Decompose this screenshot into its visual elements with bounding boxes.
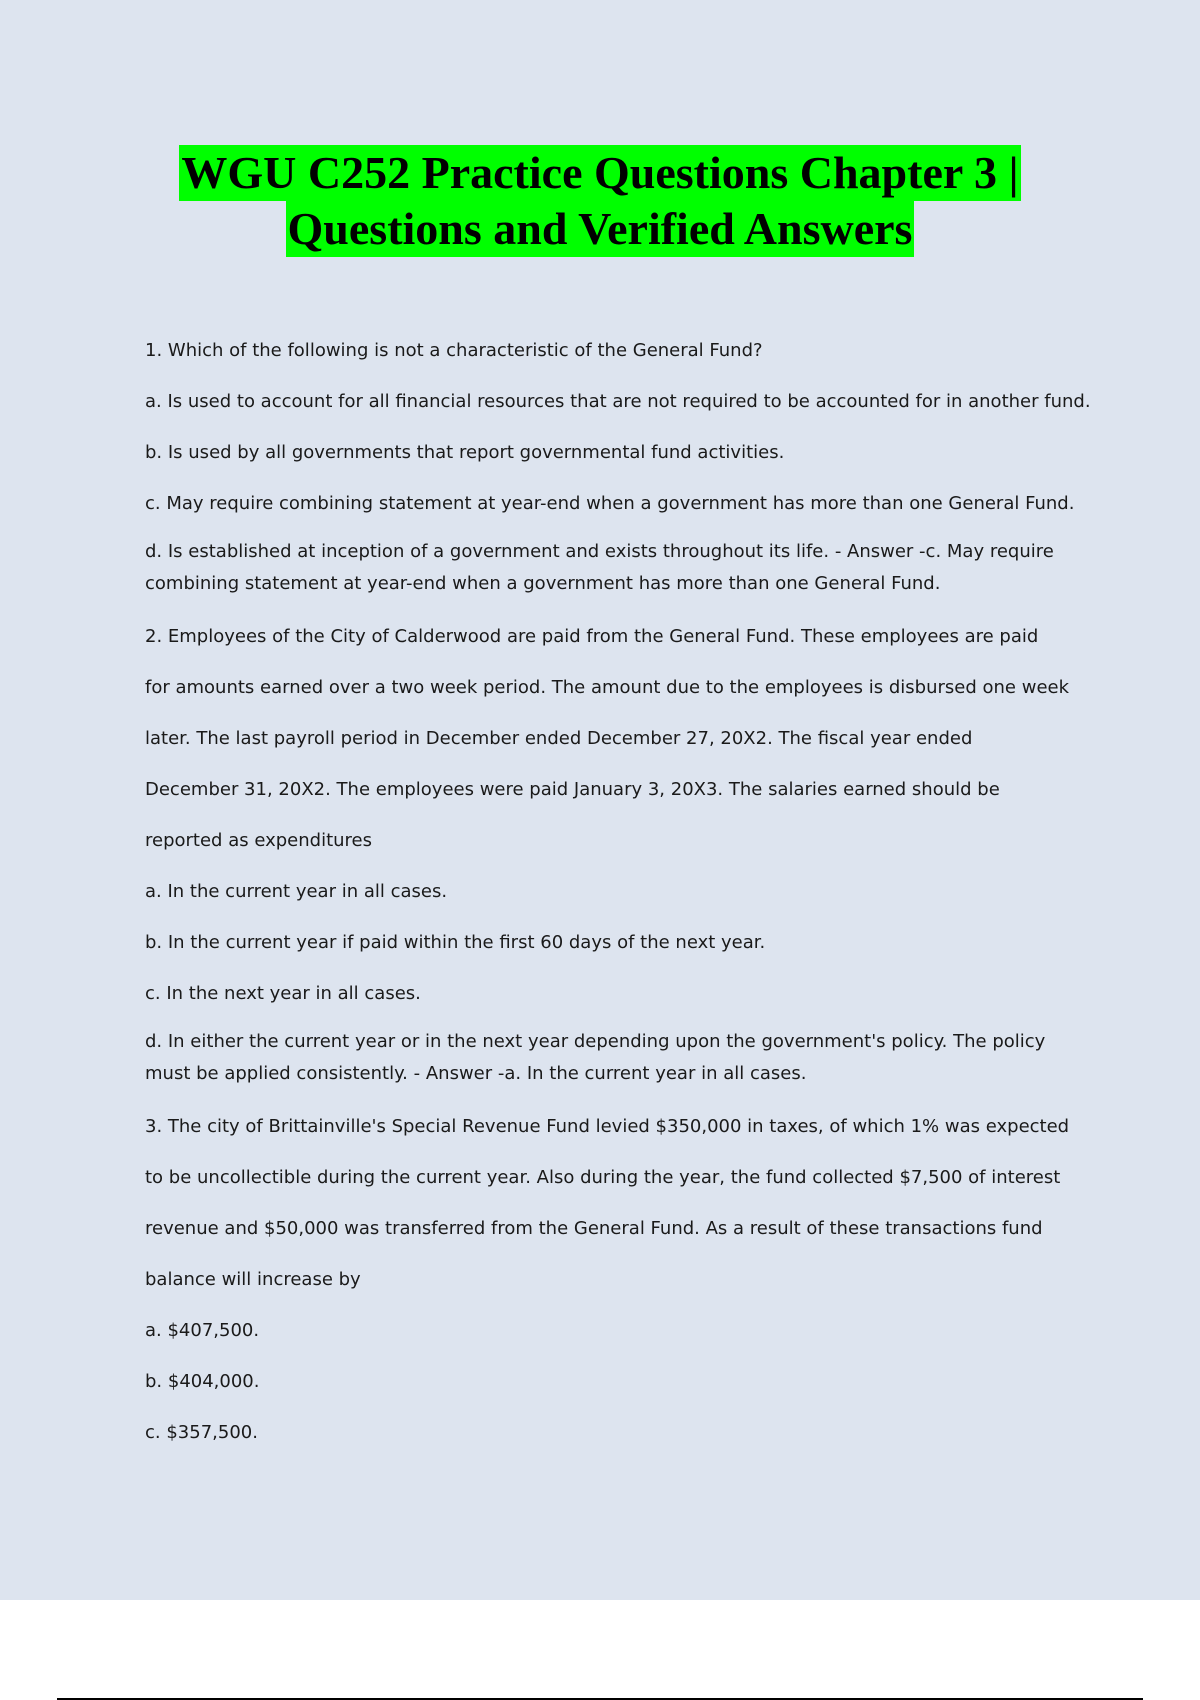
- question-2-line-4: December 31, 20X2. The employees were paid January 3, 20X3. The salaries earned should be: [145, 779, 1000, 800]
- question-2-option-b: b. In the current year if paid within the first 60 days of the next year.: [145, 932, 766, 953]
- title-line-2: Questions and Verified Answers: [286, 201, 915, 257]
- question-2-answer-continued: must be applied consistently. - Answer -a. In the current year in all cases.: [145, 1063, 807, 1084]
- question-3-line-2: to be uncollectible during the current year. Also during the year, the fund collected $7,500 of interest: [145, 1167, 1061, 1188]
- question-3-option-c: c. $357,500.: [145, 1422, 258, 1443]
- question-3-option-a: a. $407,500.: [145, 1320, 260, 1341]
- question-2: 2. Employees of the City of Calderwood are paid from the General Fund. These employees are paid: [145, 626, 1039, 647]
- question-3: 3. The city of Brittainville's Special Revenue Fund levied $350,000 in taxes, of which 1% was expected: [145, 1116, 1070, 1137]
- question-2-option-d: d. In either the current year or in the next year depending upon the government's policy. The policy: [145, 1031, 1046, 1052]
- question-3-option-b: b. $404,000.: [145, 1371, 260, 1392]
- question-1-option-b: b. Is used by all governments that report governmental fund activities.: [145, 442, 785, 463]
- question-1-option-c: c. May require combining statement at year-end when a government has more than one General Fund.: [145, 493, 1075, 514]
- question-1-option-d: d. Is established at inception of a government and exists throughout its life. - Answer -c. May require: [145, 541, 1054, 562]
- question-2-option-a: a. In the current year in all cases.: [145, 881, 448, 902]
- title-line-1: WGU C252 Practice Questions Chapter 3 |: [179, 145, 1020, 201]
- document-body: [145, 332, 1105, 1465]
- document-title: [0, 145, 1200, 257]
- question-1-option-a: a. Is used to account for all financial resources that are not required to be accounted for in another fund.: [145, 391, 1091, 412]
- question-1-answer-continued: combining statement at year-end when a government has more than one General Fund.: [145, 573, 941, 594]
- question-1: 1. Which of the following is not a characteristic of the General Fund?: [145, 340, 763, 361]
- question-2-line-3: later. The last payroll period in December ended December 27, 20X2. The fiscal year ended: [145, 728, 973, 749]
- question-2-line-5: reported as expenditures: [145, 830, 372, 851]
- question-3-line-4: balance will increase by: [145, 1269, 361, 1290]
- question-3-line-3: revenue and $50,000 was transferred from the General Fund. As a result of these transactions fund: [145, 1218, 1043, 1239]
- question-2-line-2: for amounts earned over a two week period. The amount due to the employees is disbursed one week: [145, 677, 1070, 698]
- question-2-option-c: c. In the next year in all cases.: [145, 983, 421, 1004]
